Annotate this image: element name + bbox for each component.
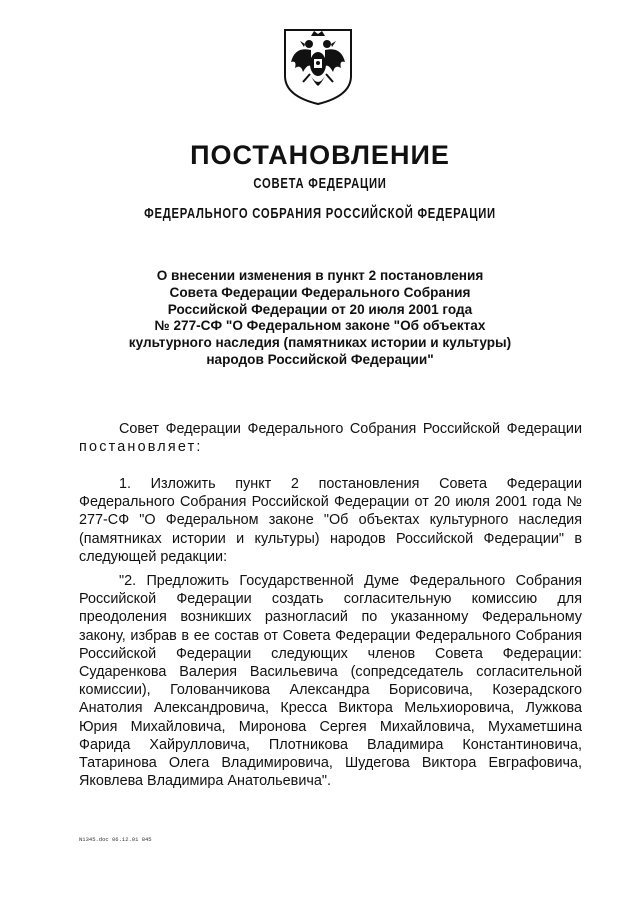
preamble-text: Совет Федерации Федерального Собрания Российской Федерации (119, 421, 582, 437)
preamble-paragraph (79, 420, 582, 456)
issuer-line-1: СОВЕТА ФЕДЕРАЦИИ (253, 175, 387, 192)
subject-line: № 277-СФ "О Федеральном законе "Об объектах (154, 318, 486, 334)
document-title: ПОСТАНОВЛЕНИЕ (190, 140, 450, 170)
subject-line: культурного наследия (памятниках истории и культуры) (128, 335, 512, 351)
item-2-paragraph: "2. Предложить Государственной Думе Федерального Собрания Российской Федерации создать согласительную комиссию для преодоления возникших разногласий по указанному Федеральному закону, избрав в ее состав от Совета Федерации Федерального Собрания Российской Федерации следующих членов Совета Федерации: Сударенкова Валерия Васильевича (сопредседатель согласительной комиссии), Голованчикова Александра Борисовича, Козерадского Анатолия Александровича, Кресса Виктора Мельхиоровича, Лужкова Юрия Михайловича, Миронова Сергея Михайловича, Мухаметшина Фарида Хайрулловича, Плотникова Владимира Константиновича, Татаринова Олега Владимировича, Шудегова Виктора Евграфовича, Яковлева Владимира Анатольевича". (79, 573, 582, 790)
subject-line: О внесении изменения в пункт 2 постановления (156, 268, 484, 283)
subject-line: народов Российской Федерации" (206, 351, 434, 367)
subject-line: Российской Федерации от 20 июля 2001 года (167, 301, 473, 317)
item-1-paragraph: 1. Изложить пункт 2 постановления Совета Федерации Федерального Собрания Российской Федерации от 20 июля 2001 года № 277-СФ "О Федеральном законе "Об объектах культурного наследия (памятниках истории и культуры) народов Российской Федерации" в следующей редакции: (79, 476, 582, 565)
issuer-line-2: ФЕДЕРАЛЬНОГО СОБРАНИЯ РОССИЙСКОЙ ФЕДЕРАЦИИ (144, 205, 496, 222)
subject-line: Совета Федерации Федерального Собрания (169, 284, 471, 300)
file-reference: N1345.doc 06.12.01 845 (79, 836, 152, 843)
preamble-decision-word: постановляет: (79, 439, 203, 456)
russian-coat-of-arms-icon (281, 26, 355, 106)
resolution-subject (100, 268, 540, 369)
